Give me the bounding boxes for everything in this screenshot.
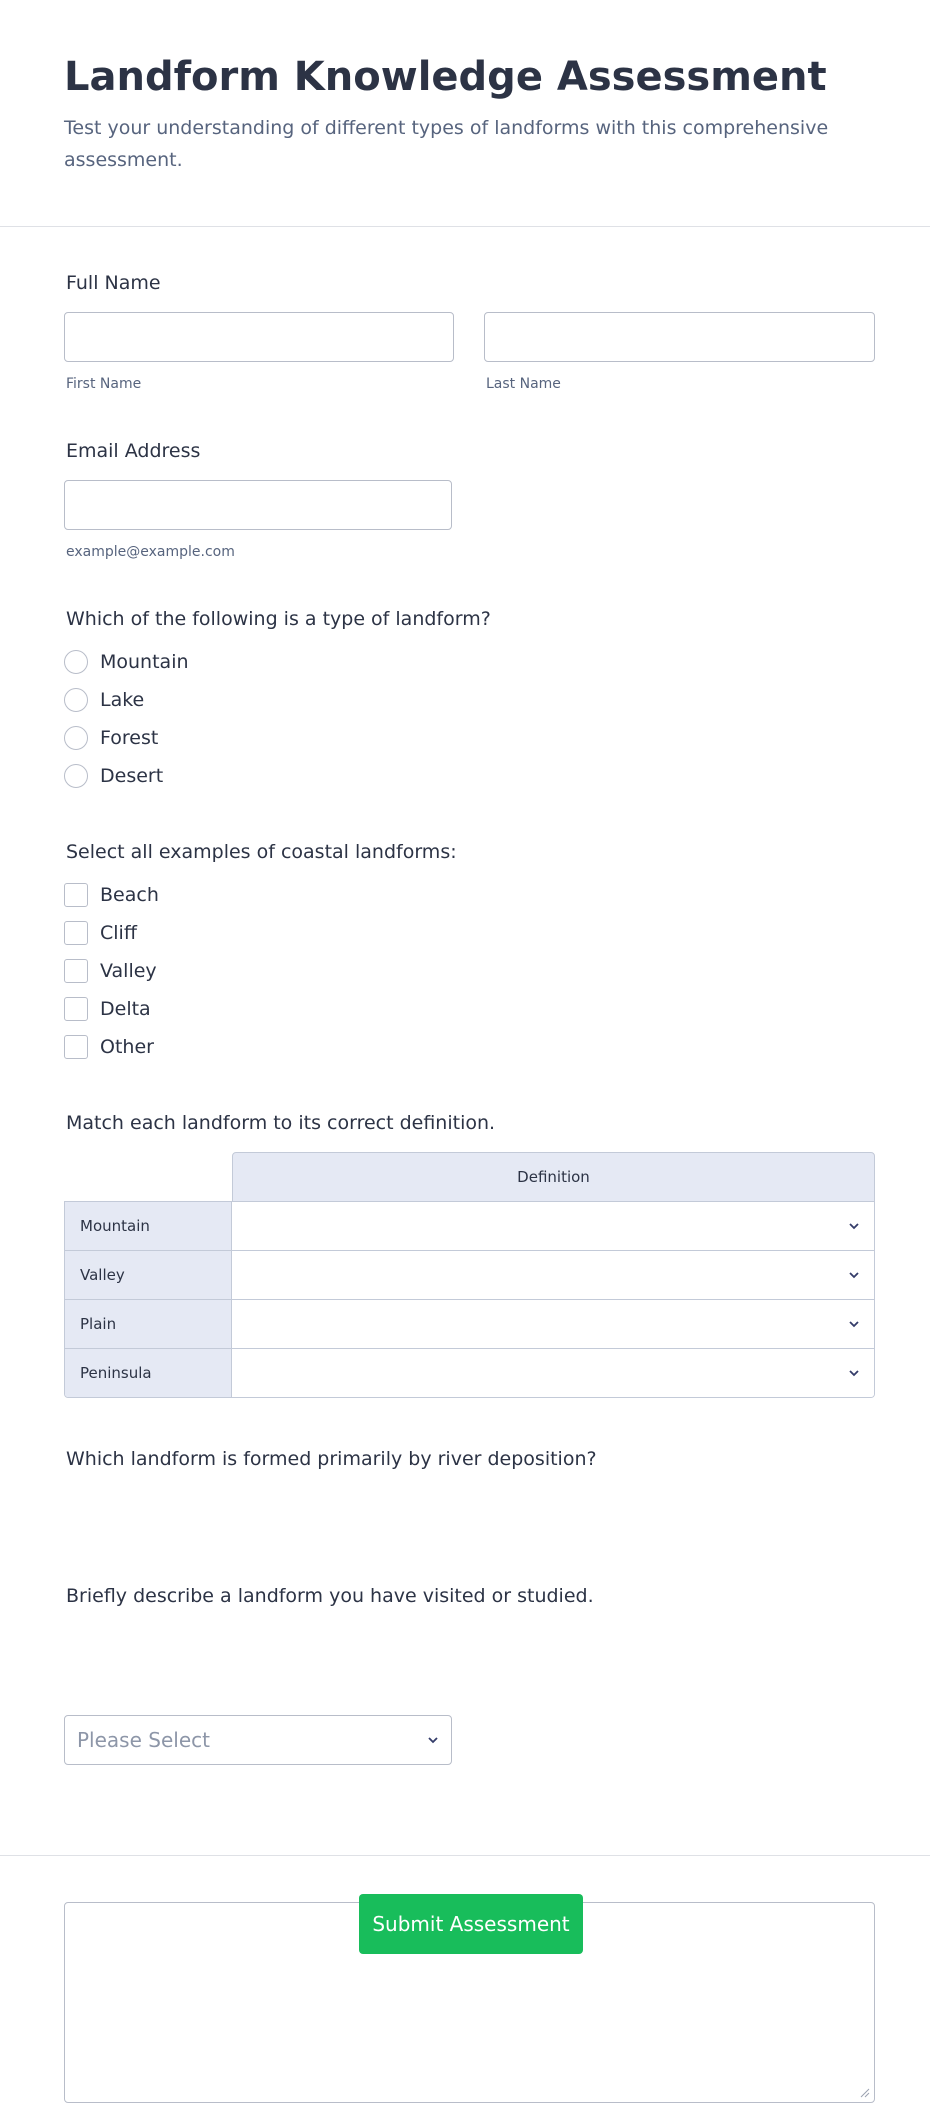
radio-button[interactable]	[64, 688, 88, 712]
checkbox-option-label: Valley	[100, 960, 157, 982]
river-deposition-select[interactable]	[64, 1715, 452, 1765]
last-name-input[interactable]	[484, 312, 875, 362]
checkbox[interactable]	[64, 883, 88, 907]
full-name-group	[64, 270, 875, 296]
checkbox[interactable]	[64, 997, 88, 1021]
checkbox-option-label: Beach	[100, 884, 159, 906]
matrix-definition-select[interactable]	[232, 1349, 874, 1397]
checkbox[interactable]	[64, 959, 88, 983]
matrix-label: Match each landform to its correct definition.	[66, 1112, 496, 1134]
checkbox-option-cliff[interactable]	[64, 914, 159, 952]
matrix-row-label: Valley	[65, 1251, 232, 1299]
page-subtitle: Test your understanding of different types of landforms with this comprehensive assessment.	[64, 117, 829, 171]
radio-button[interactable]	[64, 650, 88, 674]
matrix-row	[65, 1251, 874, 1300]
matching-matrix	[64, 1152, 875, 1402]
email-sublabel: example@example.com	[66, 544, 235, 560]
email-input[interactable]	[64, 480, 452, 530]
matrix-row	[65, 1300, 874, 1349]
chevron-down-icon	[427, 1734, 439, 1746]
page-title: Landform Knowledge Assessment	[64, 54, 827, 100]
radio-option-mountain[interactable]	[64, 643, 189, 681]
submit-button[interactable]: Submit Assessment	[359, 1894, 583, 1954]
matrix-definition-select[interactable]	[232, 1300, 874, 1348]
radio-option-lake[interactable]	[64, 681, 189, 719]
last-name-sublabel: Last Name	[486, 376, 561, 392]
matrix-column-header: Definition	[232, 1152, 875, 1202]
matrix-row	[65, 1349, 874, 1397]
radio-option-desert[interactable]	[64, 757, 189, 795]
radio-option-label: Lake	[100, 689, 145, 711]
coastal-landforms-options	[64, 876, 159, 1066]
checkbox[interactable]	[64, 1035, 88, 1059]
describe-landform-label: Briefly describe a landform you have visited or studied.	[66, 1585, 594, 1607]
coastal-landforms-label: Select all examples of coastal landforms:	[66, 841, 457, 863]
resize-handle-icon[interactable]	[860, 2088, 870, 2098]
chevron-down-icon	[848, 1269, 860, 1281]
first-name-sublabel: First Name	[66, 376, 142, 392]
radio-option-forest[interactable]	[64, 719, 189, 757]
form-header	[0, 0, 930, 227]
chevron-down-icon	[848, 1318, 860, 1330]
matrix-definition-select[interactable]	[232, 1251, 874, 1299]
checkbox-option-label: Cliff	[100, 922, 137, 944]
matrix-row-label: Plain	[65, 1300, 232, 1348]
matrix-rows	[64, 1201, 875, 1398]
landform-type-label: Which of the following is a type of landform?	[66, 608, 491, 630]
radio-button[interactable]	[64, 764, 88, 788]
radio-button[interactable]	[64, 726, 88, 750]
radio-option-label: Forest	[100, 727, 159, 749]
email-label: Email Address	[66, 440, 201, 462]
chevron-down-icon	[848, 1220, 860, 1232]
checkbox-option-label: Delta	[100, 998, 151, 1020]
checkbox[interactable]	[64, 921, 88, 945]
checkbox-option-delta[interactable]	[64, 990, 159, 1028]
matrix-row	[65, 1202, 874, 1251]
chevron-down-icon	[848, 1367, 860, 1379]
river-deposition-label: Which landform is formed primarily by river deposition?	[66, 1448, 597, 1470]
checkbox-option-other[interactable]	[64, 1028, 159, 1066]
matrix-row-label: Peninsula	[65, 1349, 232, 1397]
radio-option-label: Mountain	[100, 651, 189, 673]
checkbox-option-label: Other	[100, 1036, 154, 1058]
matrix-row-label: Mountain	[65, 1202, 232, 1250]
first-name-input[interactable]	[64, 312, 454, 362]
select-placeholder: Please Select	[77, 1728, 210, 1752]
checkbox-option-beach[interactable]	[64, 876, 159, 914]
form-footer	[0, 1855, 930, 1936]
matrix-definition-select[interactable]	[232, 1202, 874, 1250]
radio-option-label: Desert	[100, 765, 164, 787]
checkbox-option-valley[interactable]	[64, 952, 159, 990]
landform-type-options	[64, 643, 189, 795]
full-name-label: Full Name	[66, 272, 161, 294]
